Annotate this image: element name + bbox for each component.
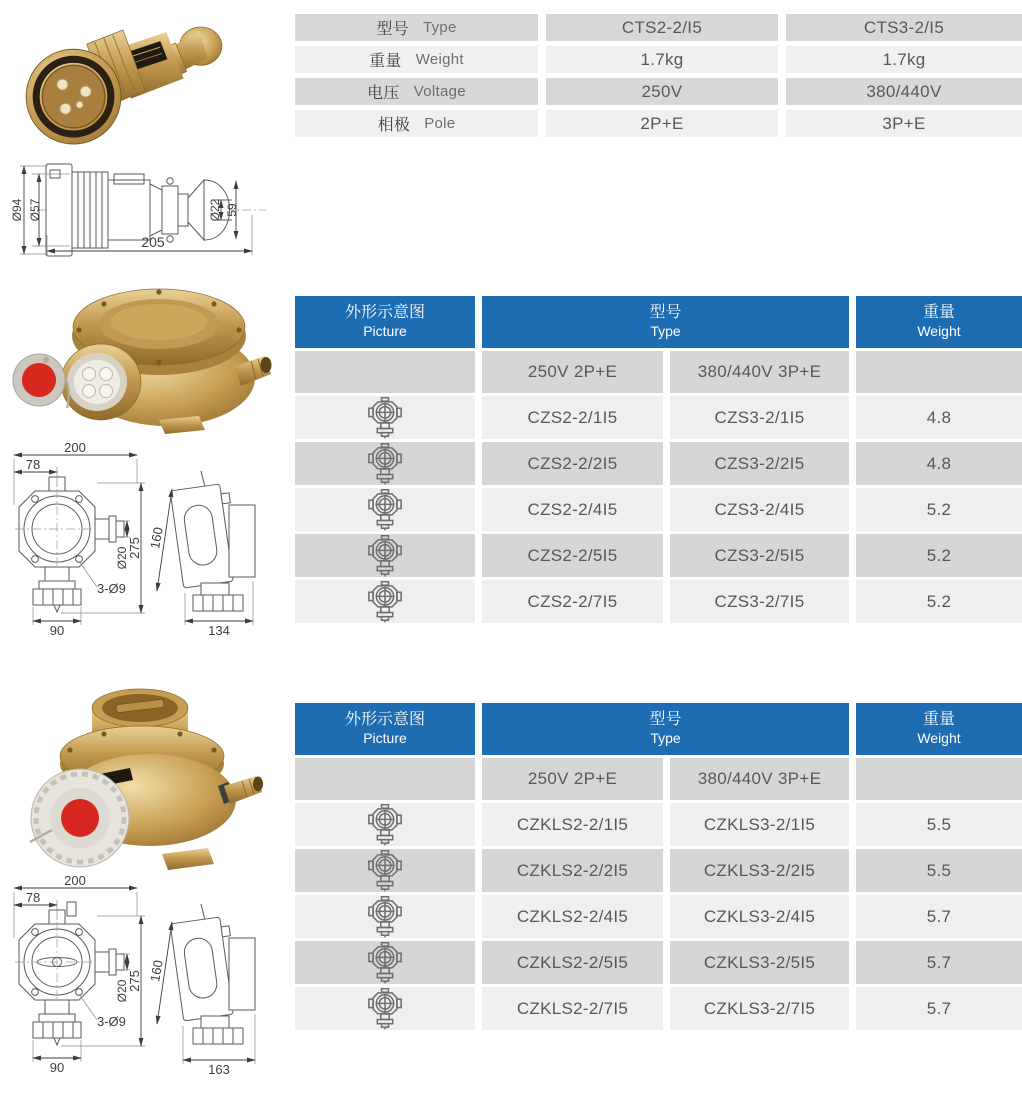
cts-spec-table (295, 14, 1022, 137)
subheader-250v: 250V 2P+E (482, 758, 663, 800)
czkls-illustration (12, 678, 267, 876)
weight-cell: 5.7 (856, 987, 1022, 1030)
dim-dia20: Ø20 (115, 979, 129, 1003)
dim-59: 59 (225, 203, 239, 217)
dim-200: 200 (64, 443, 86, 455)
model-cell: CZKLS3-2/1I5 (670, 803, 849, 846)
dim-90: 90 (49, 623, 65, 638)
czs-table (295, 296, 1022, 623)
model-cell: CZS3-2/4I5 (670, 488, 849, 531)
picture-cell (295, 941, 475, 984)
weight-cell: 5.2 (856, 488, 1022, 531)
dim-holes: 3-Ø9 (97, 581, 126, 596)
czs-photo (8, 280, 272, 440)
socket-diagram-icon (368, 942, 402, 984)
spec-label: 相极 Pole (295, 110, 538, 137)
picture-cell (295, 803, 475, 846)
dim-163: 163 (208, 1062, 230, 1077)
dim-dia22: Ø22 (208, 198, 222, 222)
picture-cell (295, 580, 475, 623)
model-cell: CZKLS3-2/7I5 (670, 987, 849, 1030)
socket-diagram-icon (368, 850, 402, 892)
weight-cell: 5.2 (856, 534, 1022, 577)
spec-value: 1.7kg (786, 46, 1022, 73)
picture-cell (295, 396, 475, 439)
model-cell: CZKLS2-2/5I5 (482, 941, 663, 984)
picture-cell (295, 895, 475, 938)
model-cell: CZS3-2/1I5 (670, 396, 849, 439)
spec-value: 3P+E (786, 110, 1022, 137)
spec-value: CTS2-2/I5 (546, 14, 778, 41)
plug-illustration (18, 10, 230, 155)
dim-134: 134 (208, 623, 230, 638)
type-header: 型号 Type (482, 296, 849, 348)
dim-dia57: Ø57 (28, 198, 42, 222)
socket-diagram-icon (368, 535, 402, 577)
model-cell: CZKLS2-2/7I5 (482, 987, 663, 1030)
socket-diagram-icon (368, 397, 402, 439)
spec-value: 380/440V (786, 78, 1022, 105)
model-cell: CZS2-2/5I5 (482, 534, 663, 577)
subheader-380v: 380/440V 3P+E (670, 758, 849, 800)
weight-header: 重量 Weight (856, 703, 1022, 755)
picture-cell (295, 987, 475, 1030)
czkls-table (295, 703, 1022, 1030)
spec-label: 型号 Type (295, 14, 538, 41)
dim-78: 78 (25, 457, 41, 472)
picture-cell (295, 488, 475, 531)
weight-cell: 5.5 (856, 803, 1022, 846)
weight-cell: 5.7 (856, 895, 1022, 938)
model-cell: CZS3-2/5I5 (670, 534, 849, 577)
spec-value: 250V (546, 78, 778, 105)
socket-diagram-icon (368, 804, 402, 846)
socket-diagram-icon (368, 581, 402, 623)
dim-160: 160 (147, 525, 166, 550)
dim-200: 200 (64, 876, 86, 888)
weight-cell: 5.5 (856, 849, 1022, 892)
subheader-empty (295, 351, 475, 393)
cts-plug-dimension-drawing (8, 160, 273, 268)
czkls-dimension-drawing (5, 876, 277, 1090)
dim-275: 275 (127, 970, 142, 992)
subheader-empty (856, 351, 1022, 393)
picture-cell (295, 442, 475, 485)
model-cell: CZKLS3-2/4I5 (670, 895, 849, 938)
subheader-380v: 380/440V 3P+E (670, 351, 849, 393)
cts-plug-photo (18, 10, 230, 155)
socket-diagram-icon (368, 896, 402, 938)
subheader-empty (295, 758, 475, 800)
socket-diagram-icon (368, 988, 402, 1030)
dim-78: 78 (25, 890, 41, 905)
model-cell: CZKLS2-2/1I5 (482, 803, 663, 846)
spec-value: CTS3-2/I5 (786, 14, 1022, 41)
type-header: 型号 Type (482, 703, 849, 755)
dim-dia20: Ø20 (115, 546, 129, 570)
socket-diagram-icon (368, 489, 402, 531)
model-cell: CZS2-2/7I5 (482, 580, 663, 623)
model-cell: CZS3-2/2I5 (670, 442, 849, 485)
picture-header: 外形示意图 Picture (295, 296, 475, 348)
spec-value: 2P+E (546, 110, 778, 137)
weight-cell: 4.8 (856, 396, 1022, 439)
czs-dimension-drawing (5, 443, 277, 648)
spec-label: 电压 Voltage (295, 78, 538, 105)
model-cell: CZS2-2/2I5 (482, 442, 663, 485)
weight-header: 重量 Weight (856, 296, 1022, 348)
subheader-250v: 250V 2P+E (482, 351, 663, 393)
dim-holes: 3-Ø9 (97, 1014, 126, 1029)
czkls-photo (12, 678, 267, 876)
dim-160: 160 (147, 958, 166, 983)
spec-label: 重量 Weight (295, 46, 538, 73)
weight-cell: 4.8 (856, 442, 1022, 485)
socket-diagram-icon (368, 443, 402, 485)
model-cell: CZS2-2/4I5 (482, 488, 663, 531)
picture-cell (295, 849, 475, 892)
model-cell: CZKLS3-2/2I5 (670, 849, 849, 892)
weight-cell: 5.7 (856, 941, 1022, 984)
model-cell: CZKLS2-2/2I5 (482, 849, 663, 892)
picture-cell (295, 534, 475, 577)
model-cell: CZKLS3-2/5I5 (670, 941, 849, 984)
spec-value: 1.7kg (546, 46, 778, 73)
model-cell: CZKLS2-2/4I5 (482, 895, 663, 938)
dim-dia94: Ø94 (10, 198, 24, 222)
model-cell: CZS2-2/1I5 (482, 396, 663, 439)
dim-275: 275 (127, 537, 142, 559)
czs-illustration (8, 280, 272, 440)
weight-cell: 5.2 (856, 580, 1022, 623)
subheader-empty (856, 758, 1022, 800)
dim-90: 90 (49, 1060, 65, 1075)
picture-header: 外形示意图 Picture (295, 703, 475, 755)
model-cell: CZS3-2/7I5 (670, 580, 849, 623)
dim-205: 205 (141, 234, 165, 250)
